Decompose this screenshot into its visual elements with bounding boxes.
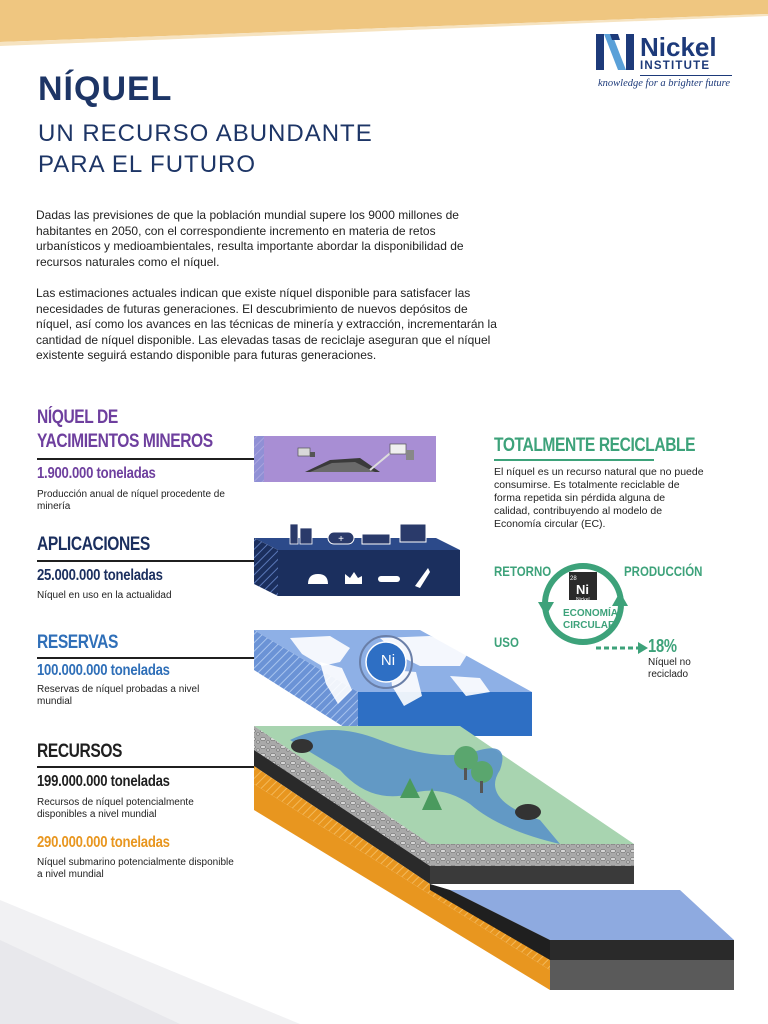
submarine-amount: 290.000.000 toneladas (37, 834, 170, 851)
dashed-arrow (596, 640, 650, 656)
svg-text:+: + (338, 534, 344, 545)
resources-layer (254, 726, 734, 990)
resources-connector (37, 766, 255, 768)
reserves-title: RESERVAS (37, 632, 119, 653)
applications-amount: 25.000.000 toneladas (37, 567, 163, 584)
mining-connector (37, 458, 255, 460)
mining-title-2: YACIMIENTOS MINEROS (37, 431, 213, 452)
reserves-connector (37, 657, 255, 659)
intro-paragraph-1: Dadas las previsiones de que la población mundial supere los 9000 millones de habitantes en 2050, con el correspondiente incremento en materia de retos urbanísticos y medioambientales, resulta importante abordar la disponibilidad de recursos naturales como el níquel. (36, 208, 464, 269)
page-subtitle (38, 118, 458, 180)
nickel-logo-icon (596, 32, 634, 72)
circular-economy-label (563, 608, 618, 632)
subtitle-line-2: PARA EL FUTURO (38, 151, 257, 178)
reserves-amount: 100.000.000 toneladas (37, 662, 170, 679)
circular-line-1: ECONOMÍA (563, 608, 618, 619)
page-title: NÍQUEL (38, 70, 173, 108)
uso-label: USO (494, 634, 519, 650)
recyclable-text: El níquel es un recurso natural que no puede consumirse. Es totalmente reciclable de forma repetida sin pérdida alguna de calidad, contribuyendo al modelo de Economía circular (EC). (494, 466, 704, 530)
circular-line-2: CIRCULAR (563, 620, 616, 631)
logo-tagline: knowledge for a brighter future (598, 78, 731, 89)
reserves-note: Reservas de níquel probadas a nivel mundial (37, 684, 200, 707)
recyclable-underline (494, 459, 654, 461)
logo-divider (640, 75, 732, 76)
logo-name: Nickel (640, 32, 717, 62)
element-number: 28 (570, 576, 577, 582)
subtitle-line-1: UN RECURSO ABUNDANTE (38, 120, 373, 147)
recyclable-title: TOTALMENTE RECICLABLE (494, 435, 696, 456)
applications-note: Níquel en uso en la actualidad (37, 590, 172, 601)
element-name: Nickel (576, 597, 590, 603)
percent-note: Níquel no reciclado (648, 657, 691, 680)
produccion-label: PRODUCCIÓN (624, 563, 703, 579)
applications-layer (254, 524, 460, 596)
applications-connector (37, 560, 255, 562)
submarine-note: Níquel submarino potencialmente disponible a nivel mundial (37, 857, 234, 880)
map-ni-badge: Ni (380, 652, 396, 669)
nickel-institute-logo[interactable] (596, 32, 736, 92)
element-symbol: Ni (576, 582, 589, 597)
resources-amount: 199.000.000 toneladas (37, 773, 170, 790)
mining-note: Producción anual de níquel procedente de minería (37, 489, 225, 512)
resources-title: RECURSOS (37, 741, 123, 762)
logo-sub: INSTITUTE (640, 60, 711, 72)
mining-amount: 1.900.000 toneladas (37, 465, 156, 482)
applications-title: APLICACIONES (37, 534, 150, 555)
retorno-label: RETORNO (494, 563, 552, 579)
mining-layer (254, 436, 436, 482)
intro-paragraph-2: Las estimaciones actuales indican que existe níquel disponible para satisfacer las necesidades de futuras generaciones. El descubrimiento de nuevos depósitos de níquel, así como los avances en las técnicas de minería y extracción, incrementarán la cantidad de níquel disponible. Las elevadas tasas de reciclaje aseguran que el níquel existente seguirá estando disponible para futuras generaciones. (36, 286, 497, 363)
percent-value: 18% (648, 636, 677, 656)
reserves-layer (254, 630, 532, 736)
resources-note: Recursos de níquel potencialmente disponibles a nivel mundial (37, 797, 194, 820)
mining-title-1: NÍQUEL DE (37, 407, 118, 428)
